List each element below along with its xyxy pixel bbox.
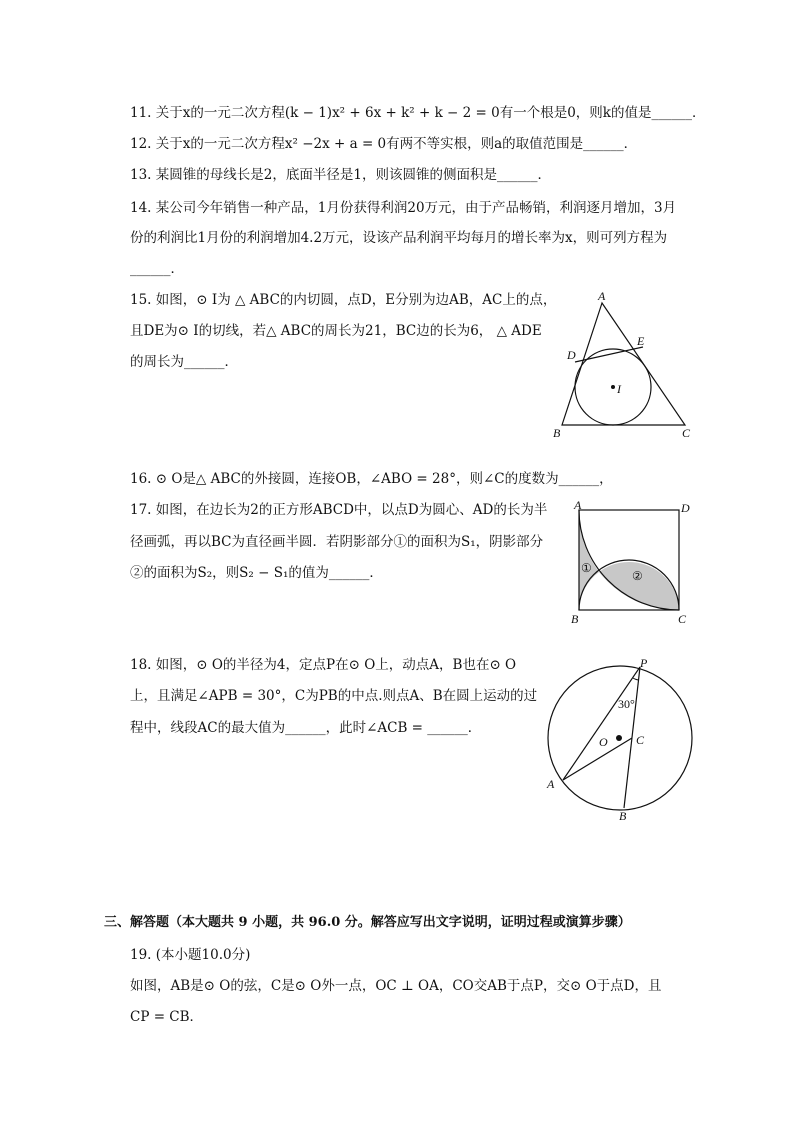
label-region-1: ① [581,561,592,575]
label-region-2: ② [632,569,643,583]
question-17-line-2: 径画弧，再以BC为直径画半圆．若阴影部分①的面积为S₁，阴影部分 [130,534,544,550]
label-A: A [574,498,582,512]
question-17-line-3: ②的面积为S₂，则S₂ − S₁的值为______． [130,565,383,581]
figure-18-circle [540,650,700,825]
question-17-line-1: 17. 如图，在边长为2的正方形ABCD中，以点D为圆心、AD的长为半 [130,502,548,518]
figure-17-square [565,498,700,628]
question-19-score: 19. (本小题10.0分) [130,947,251,963]
question-15-line-2: 且DE为⊙ I的切线，若△ ABC的周长为21，BC边的长为6， △ ADE [130,323,542,339]
label-D: D [567,348,576,362]
label-A: A [547,777,555,791]
figure-15-incircle [545,285,705,445]
question-19-line-1: 如图，AB是⊙ O的弦，C是⊙ O外一点，OC ⊥ OA，CO交AB于点P，交⊙ O于点D，且 [130,978,662,994]
section-3-heading: 三、解答题（本大题共 9 小题，共 96.0 分。解答应写出文字说明，证明过程或演算步骤） [104,915,631,930]
label-B: B [553,426,561,440]
question-18-line-1: 18. 如图，⊙ O的半径为4，定点P在⊙ O上，动点A，B也在⊙ O [130,657,517,673]
question-11: 11. 关于x的一元二次方程(k − 1)x² + 6x + k² + k − 2 = 0有一个根是0，则k的值是______． [130,105,706,121]
label-C: C [678,612,687,626]
label-I: I [617,382,621,396]
question-12: 12. 关于x的一元二次方程x² −2x + a = 0有两不等实根，则a的取值范围是______． [130,136,638,152]
question-15-line-3: 的周长为______． [130,354,238,370]
label-C: C [636,733,645,747]
question-15-line-1: 15. 如图，⊙ I为 △ ABC的内切圆，点D，E分别为边AB，AC上的点， [130,292,557,308]
question-14-line-3: ______． [130,261,184,277]
label-D: D [681,501,690,515]
label-E: E [637,334,645,348]
question-16: 16. ⊙ O是△ ABC的外接圆，连接OB，∠ABO = 28°，则∠C的度数为______， [130,471,613,487]
question-14-line-2: 份的利润比1月份的利润增加4.2万元，设该产品利润平均每月的增长率为x，则可列方程为 [130,230,668,246]
question-19-line-2: CP = CB． [130,1009,204,1025]
question-18-line-2: 上，且满足∠APB = 30°，C为PB的中点.则点A、B在圆上运动的过 [130,688,538,704]
label-B: B [571,612,579,626]
label-A: A [598,289,606,303]
question-14-line-1: 14. 某公司今年销售一种产品，1月份获得利润20万元，由于产品畅销，利润逐月增加，3月 [130,200,677,216]
question-18-line-3: 程中，线段AC的最大值为______，此时∠ACB = ______． [130,720,482,736]
label-C: C [682,426,691,440]
question-13: 13. 某圆锥的母线长是2，底面半径是1，则该圆锥的侧面积是______． [130,167,551,183]
label-O: O [599,735,608,749]
label-angle: 30° [618,697,635,711]
label-P: P [640,656,648,670]
label-B: B [619,809,627,823]
